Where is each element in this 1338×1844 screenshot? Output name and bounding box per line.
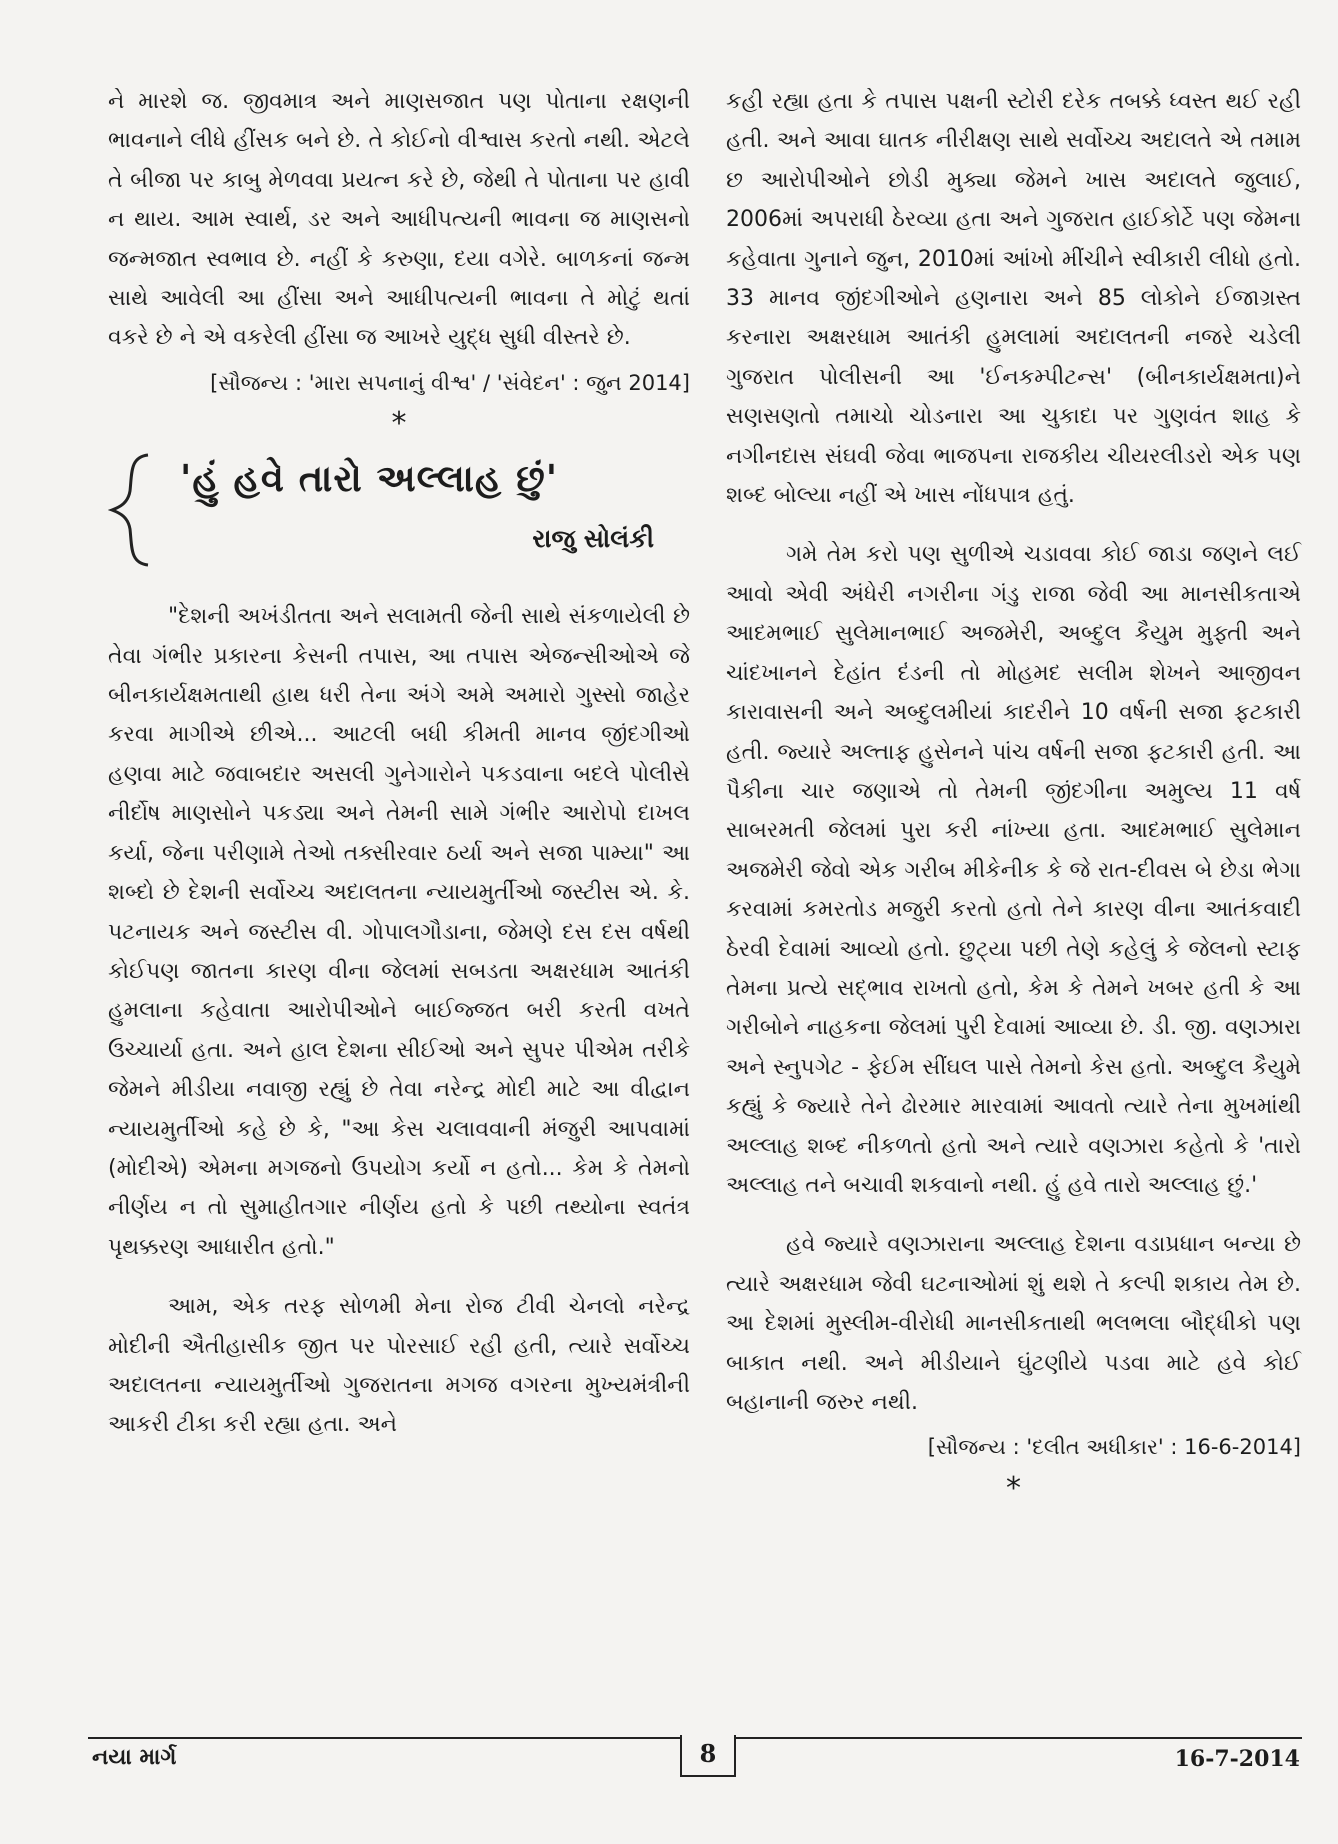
right-paragraph-2: ગમે તેમ કરો પણ સુળીએ ચડાવવા કોઈ જાડા જણને લઈ આવો એવી અંધેરી નગરીના ગંડુ રાજા જેવી આ માનસીકતાએ આદમભાઈ સુલેમાનભાઈ અજમેરી, અબ્દુલ કૈયુમ મુફ્તી અને ચાંદખાનને દેહાંત દંડની તો મોહમદ સલીમ શેખને આજીવન કારાવાસની અને અબ્દુલમીયાં કાદરીને 10 વર્ષની સજા ફટકારી હતી. જ્યારે અલ્તાફ હુસેનને પાંચ વર્ષની સજા ફટકારી હતી. આ પૈકીના ચાર જણાએ તો તેમની જીંદગીના અમુલ્ય 11 વર્ષ સાબરમતી જેલમાં પુરા કરી નાંખ્યા હતા. આદમભાઈ સુલેમાન અજમેરી જેવો એક ગરીબ મીકેનીક કે જે રાત-દીવસ બે છેડા ભેગા કરવામાં કમરતોડ મજુરી કરતો હતો તેને કારણ વીના આતંકવાદી ઠેરવી દેવામાં આવ્યો હતો. છુટ્યા પછી તેણે કહેલું કે જેલનો સ્ટાફ તેમના પ્રત્યે સદ્ભાવ રાખતો હતો, કેમ કે તેમને ખબર હતી કે આ ગરીબોને નાહકના જેલમાં પુરી દેવામાં આવ્યા છે. ડી. જી. વણઝારા અને સ્નુપગેટ - ફેઈમ સીંઘલ પાસે તેમનો કેસ હતો. અબ્દુલ કૈયુમે કહ્યું કે જ્યારે તેને ઢોરમાર મારવામાં આવતો ત્યારે તેના મુખમાંથી અલ્લાહ શબ્દ નીકળતો હતો અને ત્યારે વણઝારા કહેતો કે 'તારો અલ્લાહ તને બચાવી શકવાનો નથી. હું હવે તારો અલ્લાહ છું.' [726, 542, 1301, 1198]
credit-line-2: [સૌજન્ય : 'દલીત અધીકાર' : 16-6-2014] [927, 1435, 1301, 1460]
left-paragraph-1: ને મારશે જ. જીવમાત્ર અને માણસજાત પણ પોતાના રક્ષણની ભાવનાને લીધે હીંસક બને છે. તે કોઈનો વીશ્વાસ કરતો નથી. એટલે તે બીજા પર કાબુ મેળવવા પ્રયત્ન કરે છે, જેથી તે પોતાના પર હાવી ન થાય. આમ સ્વાર્થ, ડર અને આધીપત્યની ભાવના જ માણસનો જન્મજાત સ્વભાવ છે. નહીં કે કરુણા, દયા વગેરે. બાળકનાં જન્મ સાથે આવેલી આ હીંસા અને આધીપત્યની ભાવના તે મોટું થતાં વકરે છે ને એ વકરેલી હીંસા જ આખરે યુદ્ધ સુધી વીસ્તરે છે. [108, 89, 690, 351]
left-column [108, 82, 690, 1445]
section-separator-2: * [1006, 1470, 1021, 1506]
right-paragraph-3: હવે જ્યારે વણઝારાના અલ્લાહ દેશના વડાપ્રધાન બન્યા છે ત્યારે અક્ષરધામ જેવી ઘટનાઓમાં શું થશે તે કલ્પી શકાય તેમ છે. આ દેશમાં મુસ્લીમ-વીરોધી માનસીકતાથી ભલભલા બૌદ્ધીકો પણ બાકાત નથી. અને મીડીયાને ઘુંટણીયે પડવા માટે હવે કોઈ બહાનાની જરુર નથી. [726, 1232, 1301, 1415]
issue-date: 16-7-2014 [1174, 1746, 1300, 1772]
section-separator-1: * [391, 406, 407, 442]
right-column [726, 82, 1301, 1506]
page-number: 8 [680, 1735, 736, 1777]
article-title: 'હું હવે તારો અલ્લાહ છું' [180, 457, 559, 501]
left-paragraph-3: આમ, એક તરફ સોળમી મેના રોજ ટીવી ચેનલો નરેન્દ્ર મોદીની ઐતીહાસીક જીત પર પોરસાઈ રહી હતી, ત્યારે સર્વોચ્ચ અદાલતના ન્યાયમુર્તીઓ ગુજરાતના મગજ વગરના મુખ્યમંત્રીની આકરી ટીકા કરી રહ્યા હતા. અને [108, 1294, 690, 1438]
right-paragraph-1: કહી રહ્યા હતા કે તપાસ પક્ષની સ્ટોરી દરેક તબક્કે ધ્વસ્ત થઈ રહી હતી. અને આવા ઘાતક નીરીક્ષણ સાથે સર્વોચ્ચ અદાલતે એ તમામ છ આરોપીઓને છોડી મુક્યા જેમને ખાસ અદાલતે જુલાઈ, 2006માં અપરાધી ઠેરવ્યા હતા અને ગુજરાત હાઈકોર્ટે પણ જેમના કહેવાતા ગુનાને જુન, 2010માં આંખો મીંચીને સ્વીકારી લીધો હતો. 33 માનવ જીંદગીઓને હણનારા અને 85 લોકોને ઈજાગ્રસ્ત કરનારા અક્ષરધામ આતંકી હુમલામાં અદાલતની નજરે ચડેલી ગુજરાત પોલીસની આ 'ઈનકમ્પીટન્સ' (બીનકાર્યક્ષમતા)ને સણસણતો તમાચો ચોડનારા આ ચુકાદા પર ગુણવંત શાહ કે નગીનદાસ સંઘવી જેવા ભાજપના રાજકીય ચીયરલીડરો એક પણ શબ્દ બોલ્યા નહીં એ ખાસ નોંધપાત્ર હતું. [726, 89, 1301, 509]
left-paragraph-2: "દેશની અખંડીતતા અને સલામતી જેની સાથે સંકળાયેલી છે તેવા ગંભીર પ્રકારના કેસની તપાસ, આ તપાસ એજન્સીઓએ જે બીનકાર્યક્ષમતાથી હાથ ધરી તેના અંગે અમે અમારો ગુસ્સો જાહેર કરવા માગીએ છીએ... આટલી બધી કીમતી માનવ જીંદગીઓ હણવા માટે જવાબદાર અસલી ગુનેગારોને પકડવાના બદલે પોલીસે નીર્દોષ માણસોને પકડ્યા અને તેમની સામે ગંભીર આરોપો દાખલ કર્યા, જેના પરીણામે તેઓ તક્સીરવાર ઠર્યા અને સજા પામ્યા" આ શબ્દો છે દેશની સર્વોચ્ચ અદાલતના ન્યાયમુર્તીઓ જસ્ટીસ એ. કે. પટનાયક અને જસ્ટીસ વી. ગોપાલગૌડાના, જેમણે દસ દસ વર્ષથી કોઈપણ જાતના કારણ વીના જેલમાં સબડતા અક્ષરધામ આતંકી હુમલાના કહેવાતા આરોપીઓને બાઈજ્જત બરી કરતી વખતે ઉચ્ચાર્યા હતા. અને હાલ દેશના સીઈઓ અને સુપર પીએમ તરીકે જેમને મીડીયા નવાજી રહ્યું છે તેવા નરેન્દ્ર મોદી માટે આ વીદ્વાન ન્યાયમુર્તીઓ કહે છે કે, "આ કેસ ચલાવવાની મંજુરી આપવામાં (મોદીએ) એમના મગજનો ઉપયોગ કર્યો ન હતો... કેમ કે તેમનો નીર્ણય ન તો સુમાહીતગાર નીર્ણય હતો કે પછી તથ્યોના સ્વતંત્ર પૃથક્કરણ આધારીત હતો." [108, 604, 690, 1260]
article-header [108, 447, 690, 597]
credit-line-1: [સૌજન્ય : 'મારા સપનાનું વીશ્વ' / 'સંવેદન' : જુન 2014] [210, 370, 690, 395]
author-name: રાજુ સોલંકી [532, 524, 654, 554]
curly-brace-icon [108, 451, 154, 569]
magazine-name: નયા માર્ગ [92, 1744, 177, 1770]
